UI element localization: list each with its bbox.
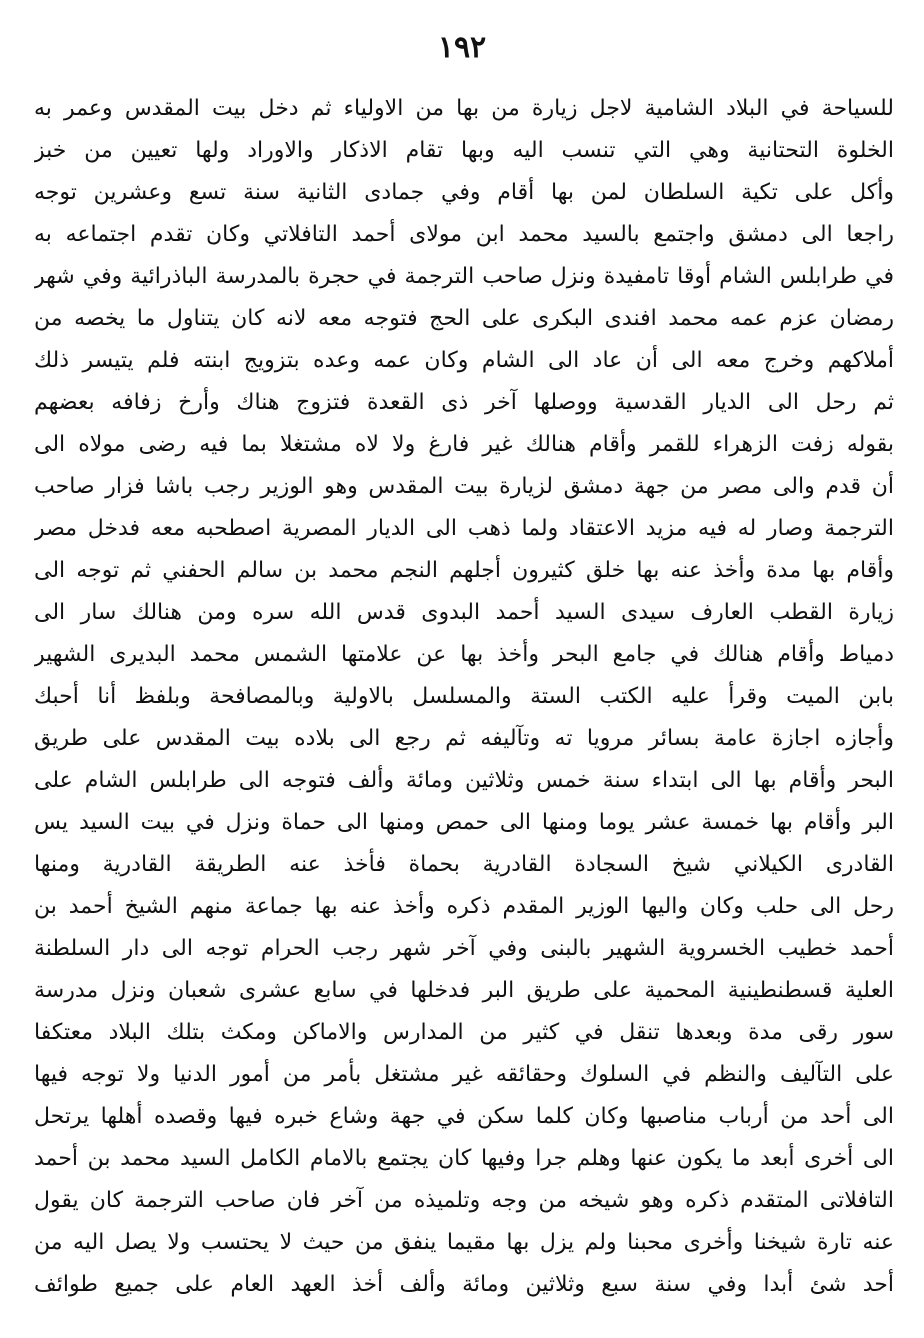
text-line: سور رقى مدة وبعدها تنقل في كثير من المدارس والاماكن ومكث بتلك البلاد معتكفا xyxy=(34,1020,894,1045)
text-line: التافلاتى المتقدم ذكره وهو شيخه من وجه وتلميذه من آخر فان صاحب الترجمة كان يقول xyxy=(34,1188,894,1213)
text-line: بابن الميت وقرأ عليه الكتب الستة والمسلسل بالاولية وبالمصافحة وبلفظ أنا أحبك xyxy=(34,684,894,709)
text-line: عنه تارة شيخنا وأخرى محبنا ولم يزل بها مقيما ينفق من حيث لا يحتسب ولا يصل اليه من xyxy=(34,1230,894,1255)
text-line: العلية قسطنطينية المحمية على طريق البر فدخلها في سابع عشرى شعبان ونزل مدرسة xyxy=(34,978,894,1003)
text-line: الى أخرى أبعد ما يكون عنها وهلم جرا وفيها كان يجتمع بالامام الكامل السيد محمد بن أحمد xyxy=(34,1146,894,1171)
text-line: راجعا الى دمشق واجتمع بالسيد محمد ابن مولاى أحمد التافلاتي وكان تقدم اجتماعه به xyxy=(34,222,894,247)
text-line: أملاكهم وخرج معه الى أن عاد الى الشام وكان عمه وعده بتزويج ابنته فلم يتيسر ذلك xyxy=(34,348,894,373)
text-line: أحد شئ أبدا وفي سنة سبع وثلاثين ومائة وألف أخذ العهد العام على جميع طوائف xyxy=(34,1272,894,1297)
text-line: وأجازه اجازة عامة بسائر مرويا ته وتآليفه ثم رجع الى بلاده بيت المقدس على طريق xyxy=(34,726,894,751)
text-line: بقوله زفت الزهراء للقمر وأقام هنالك غير فارغ ولا لاه مشتغلا بما فيه رضى مولاه الى xyxy=(34,432,894,457)
page-number: ١٩٢ xyxy=(437,30,487,65)
text-line: في طرابلس الشام أوقا تامفيدة ونزل صاحب الترجمة في حجرة بالمدرسة الباذرائية وفي شهر xyxy=(34,264,894,289)
text-line: زيارة القطب العارف سيدى السيد أحمد البدوى قدس الله سره ومن هنالك سار الى xyxy=(34,600,894,625)
text-line: على التآليف والنظم في السلوك وحقائقه غير مشتغل بأمر من أمور الدنيا ولا توجه فيها xyxy=(34,1062,894,1087)
text-line: دمياط وأقام هنالك في جامع البحر وأخذ بها عن علامتها الشمس محمد البديرى الشهير xyxy=(34,642,894,667)
text-line: رحل الى حلب وكان واليها الوزير المقدم ذكره وأخذ عنه بها جماعة منهم الشيخ أحمد بن xyxy=(34,894,894,919)
text-line: للسياحة في البلاد الشامية لاجل زيارة من بها من الاولياء ثم دخل بيت المقدس وعمر به xyxy=(34,96,894,121)
text-line: الخلوة التحتانية وهي التي تنسب اليه وبها تقام الاذكار والاوراد ولها تعيين من خبز xyxy=(34,138,894,163)
text-line: أحمد خطيب الخسروية الشهير بالبنى وفي آخر شهر رجب الحرام توجه الى دار السلطنة xyxy=(34,936,894,961)
text-line: رمضان عزم عمه محمد افندى البكرى على الحج فتوجه معه لانه كان يتناول ما يخصه من xyxy=(34,306,894,331)
text-line: وأكل على تكية السلطان لمن بها أقام وفي جمادى الثانية سنة تسع وعشرين توجه xyxy=(34,180,894,205)
text-line: البحر وأقام بها الى ابتداء سنة خمس وثلاثين ومائة وألف فتوجه الى طرابلس الشام على xyxy=(34,768,894,793)
text-line: القادرى الكيلاني شيخ السجادة القادرية بحماة فأخذ عنه الطريقة القادرية ومنها xyxy=(34,852,894,877)
text-line: الترجمة وصار له فيه مزيد الاعتقاد ولما ذهب الى الديار المصرية اصطحبه معه فدخل مصر xyxy=(34,516,894,541)
text-line: أن قدم والى مصر من جهة دمشق لزيارة بيت المقدس وهو الوزير رجب باشا فزار صاحب xyxy=(34,474,894,499)
text-line: ثم رحل الى الديار القدسية ووصلها آخر ذى القعدة فتزوج هناك وأرخ زفافه بعضهم xyxy=(34,390,894,415)
text-line: البر وأقام بها خمسة عشر يوما ومنها الى حمص ومنها الى حماة ونزل في بيت السيد يس xyxy=(34,810,894,835)
text-line: وأقام بها مدة وأخذ عنه بها خلق كثيرون أجلهم النجم محمد بن سالم الحفني ثم توجه الى xyxy=(34,558,894,583)
text-line: الى أحد من أرباب مناصبها وكان كلما سكن في جهة وشاع خبره فيها وقصده أهلها يرتحل xyxy=(34,1104,894,1129)
body-text xyxy=(34,88,894,1306)
